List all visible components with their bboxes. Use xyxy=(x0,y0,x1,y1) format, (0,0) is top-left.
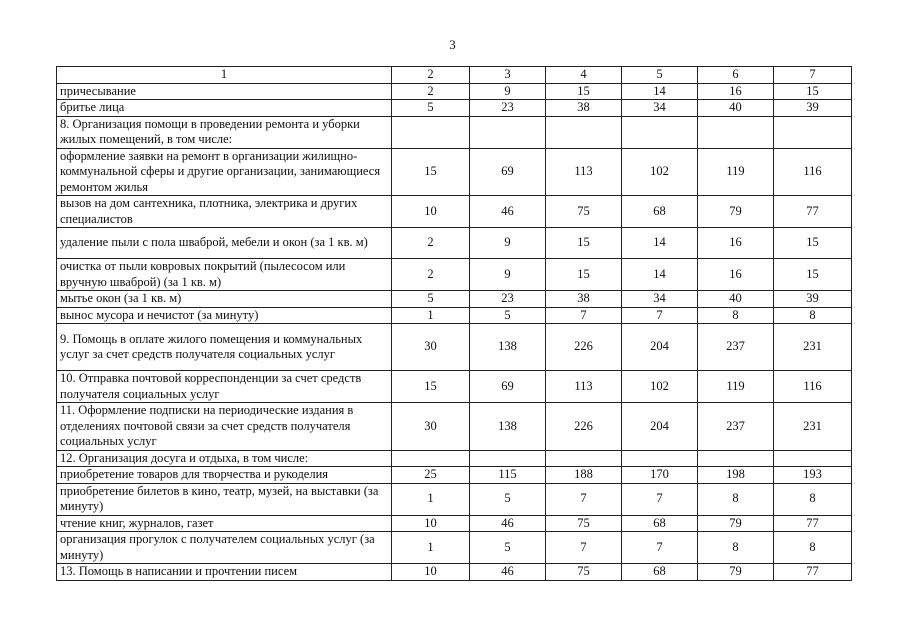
row-label: 12. Организация досуга и отдыха, в том числе: xyxy=(57,450,392,467)
row-label: очистка от пыли ковровых покрытий (пылесосом или вручную шваброй) (за 1 кв. м) xyxy=(57,259,392,291)
header-cell: 2 xyxy=(392,67,470,84)
value-cell: 68 xyxy=(622,515,698,532)
value-cell: 79 xyxy=(698,515,774,532)
value-cell: 138 xyxy=(470,403,546,451)
row-label: чтение книг, журналов, газет xyxy=(57,515,392,532)
row-label: вынос мусора и нечистот (за минуту) xyxy=(57,307,392,324)
value-cell: 116 xyxy=(774,371,852,403)
value-cell: 40 xyxy=(698,100,774,117)
value-cell: 2 xyxy=(392,83,470,100)
value-cell: 204 xyxy=(622,403,698,451)
value-cell: 5 xyxy=(392,291,470,308)
value-cell xyxy=(470,116,546,148)
header-cell: 6 xyxy=(698,67,774,84)
value-cell: 69 xyxy=(470,148,546,196)
table-row xyxy=(57,564,852,581)
value-cell: 8 xyxy=(774,483,852,515)
value-cell: 15 xyxy=(774,83,852,100)
value-cell xyxy=(622,116,698,148)
table-row xyxy=(57,83,852,100)
value-cell: 2 xyxy=(392,228,470,259)
value-cell: 7 xyxy=(546,307,622,324)
value-cell: 16 xyxy=(698,228,774,259)
value-cell: 39 xyxy=(774,100,852,117)
value-cell: 15 xyxy=(392,148,470,196)
row-label: 9. Помощь в оплате жилого помещения и коммунальных услуг за счет средств получателя социальных услуг xyxy=(57,324,392,371)
value-cell: 226 xyxy=(546,324,622,371)
value-cell xyxy=(546,116,622,148)
value-cell: 7 xyxy=(622,483,698,515)
value-cell: 193 xyxy=(774,467,852,484)
value-cell: 15 xyxy=(546,259,622,291)
value-cell: 23 xyxy=(470,291,546,308)
row-label: бритье лица xyxy=(57,100,392,117)
row-label: оформление заявки на ремонт в организации жилищно-коммунальной сферы и другие организации, занимающиеся ремонтом жилья xyxy=(57,148,392,196)
value-cell: 15 xyxy=(546,228,622,259)
value-cell: 237 xyxy=(698,324,774,371)
table-row xyxy=(57,483,852,515)
value-cell: 39 xyxy=(774,291,852,308)
value-cell: 204 xyxy=(622,324,698,371)
value-cell: 226 xyxy=(546,403,622,451)
value-cell: 75 xyxy=(546,196,622,228)
table-row xyxy=(57,450,852,467)
value-cell: 34 xyxy=(622,100,698,117)
value-cell: 23 xyxy=(470,100,546,117)
table-row xyxy=(57,100,852,117)
value-cell: 5 xyxy=(470,532,546,564)
value-cell: 8 xyxy=(698,307,774,324)
value-cell: 5 xyxy=(392,100,470,117)
value-cell: 113 xyxy=(546,148,622,196)
table-row xyxy=(57,196,852,228)
header-cell: 1 xyxy=(57,67,392,84)
value-cell: 8 xyxy=(698,532,774,564)
value-cell xyxy=(774,450,852,467)
value-cell: 10 xyxy=(392,196,470,228)
table-row xyxy=(57,148,852,196)
value-cell: 119 xyxy=(698,371,774,403)
value-cell: 1 xyxy=(392,532,470,564)
value-cell: 115 xyxy=(470,467,546,484)
table-row xyxy=(57,371,852,403)
table-row xyxy=(57,307,852,324)
value-cell: 116 xyxy=(774,148,852,196)
value-cell: 198 xyxy=(698,467,774,484)
value-cell: 8 xyxy=(774,532,852,564)
value-cell: 46 xyxy=(470,564,546,581)
value-cell xyxy=(392,450,470,467)
table-row xyxy=(57,291,852,308)
header-row xyxy=(57,67,852,84)
value-cell: 10 xyxy=(392,564,470,581)
value-cell: 7 xyxy=(546,483,622,515)
value-cell: 2 xyxy=(392,259,470,291)
table-row xyxy=(57,515,852,532)
value-cell: 7 xyxy=(622,532,698,564)
value-cell: 231 xyxy=(774,324,852,371)
value-cell: 119 xyxy=(698,148,774,196)
value-cell: 8 xyxy=(698,483,774,515)
value-cell: 46 xyxy=(470,515,546,532)
value-cell: 188 xyxy=(546,467,622,484)
value-cell: 77 xyxy=(774,196,852,228)
value-cell: 8 xyxy=(774,307,852,324)
value-cell: 102 xyxy=(622,371,698,403)
value-cell: 38 xyxy=(546,291,622,308)
value-cell: 77 xyxy=(774,564,852,581)
value-cell: 69 xyxy=(470,371,546,403)
value-cell: 15 xyxy=(546,83,622,100)
value-cell xyxy=(698,116,774,148)
value-cell: 170 xyxy=(622,467,698,484)
value-cell: 5 xyxy=(470,307,546,324)
value-cell: 1 xyxy=(392,483,470,515)
row-label: мытье окон (за 1 кв. м) xyxy=(57,291,392,308)
value-cell xyxy=(392,116,470,148)
value-cell: 5 xyxy=(470,483,546,515)
row-label: 13. Помощь в написании и прочтении писем xyxy=(57,564,392,581)
header-cell: 7 xyxy=(774,67,852,84)
value-cell: 231 xyxy=(774,403,852,451)
table-body xyxy=(57,67,852,581)
value-cell: 68 xyxy=(622,196,698,228)
value-cell: 40 xyxy=(698,291,774,308)
row-label: организация прогулок с получателем социальных услуг (за минуту) xyxy=(57,532,392,564)
table-row xyxy=(57,324,852,371)
value-cell: 68 xyxy=(622,564,698,581)
value-cell: 15 xyxy=(774,259,852,291)
value-cell: 30 xyxy=(392,324,470,371)
value-cell: 237 xyxy=(698,403,774,451)
table-row xyxy=(57,403,852,451)
value-cell xyxy=(546,450,622,467)
value-cell: 7 xyxy=(622,307,698,324)
header-cell: 3 xyxy=(470,67,546,84)
value-cell: 7 xyxy=(546,532,622,564)
value-cell: 16 xyxy=(698,259,774,291)
row-label: удаление пыли с пола шваброй, мебели и окон (за 1 кв. м) xyxy=(57,228,392,259)
value-cell: 9 xyxy=(470,83,546,100)
value-cell: 14 xyxy=(622,259,698,291)
table-row xyxy=(57,116,852,148)
row-label: вызов на дом сантехника, плотника, электрика и других специалистов xyxy=(57,196,392,228)
value-cell: 14 xyxy=(622,83,698,100)
table-row xyxy=(57,259,852,291)
value-cell: 102 xyxy=(622,148,698,196)
table-row xyxy=(57,532,852,564)
value-cell: 14 xyxy=(622,228,698,259)
value-cell xyxy=(622,450,698,467)
value-cell: 113 xyxy=(546,371,622,403)
row-label: причесывание xyxy=(57,83,392,100)
value-cell: 79 xyxy=(698,196,774,228)
value-cell: 15 xyxy=(774,228,852,259)
value-cell: 9 xyxy=(470,259,546,291)
value-cell: 46 xyxy=(470,196,546,228)
value-cell: 1 xyxy=(392,307,470,324)
page-number: 3 xyxy=(449,37,456,52)
value-cell: 9 xyxy=(470,228,546,259)
header-cell: 4 xyxy=(546,67,622,84)
table-row xyxy=(57,467,852,484)
value-cell xyxy=(698,450,774,467)
row-label: приобретение билетов в кино, театр, музей, на выставки (за минуту) xyxy=(57,483,392,515)
value-cell: 16 xyxy=(698,83,774,100)
row-label: 8. Организация помощи в проведении ремонта и уборки жилых помещений, в том числе: xyxy=(57,116,392,148)
value-cell: 38 xyxy=(546,100,622,117)
value-cell: 79 xyxy=(698,564,774,581)
value-cell xyxy=(774,116,852,148)
tariff-table xyxy=(56,66,852,581)
value-cell: 15 xyxy=(392,371,470,403)
value-cell xyxy=(470,450,546,467)
header-cell: 5 xyxy=(622,67,698,84)
value-cell: 77 xyxy=(774,515,852,532)
row-label: приобретение товаров для творчества и рукоделия xyxy=(57,467,392,484)
value-cell: 25 xyxy=(392,467,470,484)
value-cell: 10 xyxy=(392,515,470,532)
value-cell: 138 xyxy=(470,324,546,371)
row-label: 10. Отправка почтовой корреспонденции за счет средств получателя социальных услуг xyxy=(57,371,392,403)
value-cell: 30 xyxy=(392,403,470,451)
row-label: 11. Оформление подписки на периодические издания в отделениях почтовой связи за счет средств получателя социальных услуг xyxy=(57,403,392,451)
value-cell: 34 xyxy=(622,291,698,308)
value-cell: 75 xyxy=(546,515,622,532)
value-cell: 75 xyxy=(546,564,622,581)
table-row xyxy=(57,228,852,259)
